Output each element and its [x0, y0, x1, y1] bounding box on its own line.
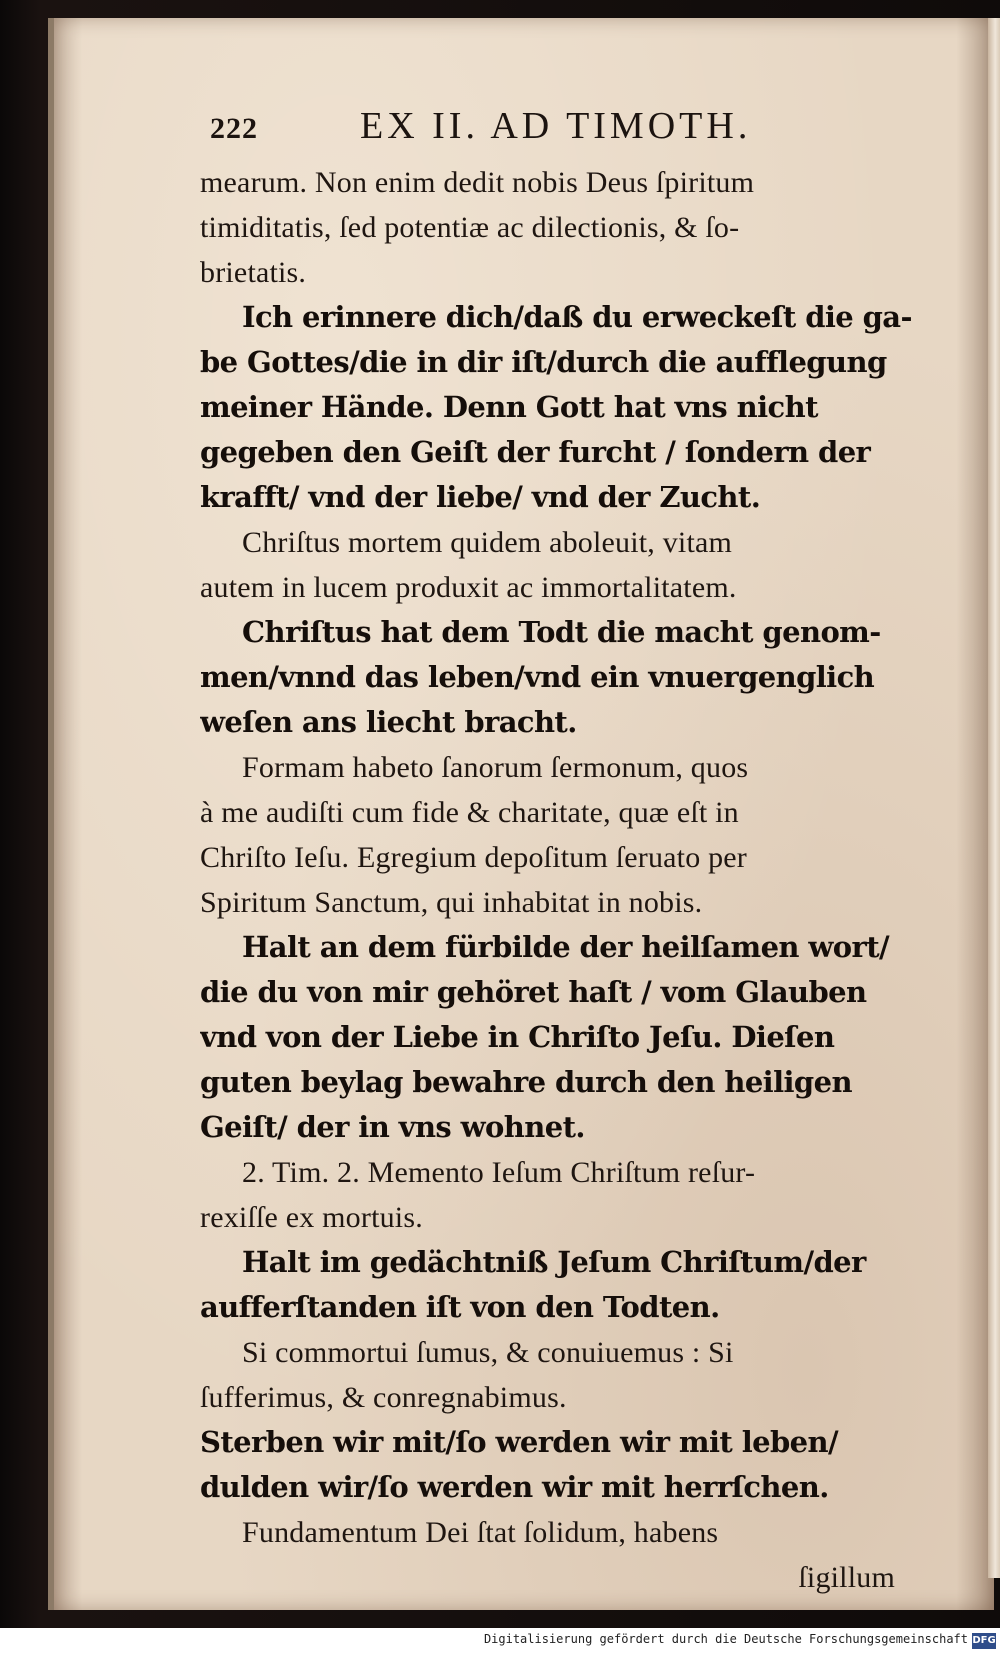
catchword: ſigillum	[798, 1561, 895, 1594]
text-line: Halt an dem fürbilde der heilſamen wort/	[242, 930, 889, 964]
text-line: Halt im gedächtniß Jeſum Chriſtum/der	[242, 1245, 866, 1279]
text-line: men/vnnd das leben/vnd ein vnuergenglich	[200, 660, 875, 694]
text-line: ſufferimus, & conregnabimus.	[200, 1381, 567, 1414]
text-line: gegeben den Geiſt der furcht / ſondern der	[200, 435, 871, 469]
text-line: Sterben wir mit/ſo werden wir mit leben/	[200, 1425, 838, 1459]
text-line: guten beylag bewahre durch den heiligen	[200, 1065, 852, 1099]
text-line: Ich erinnere dich/daß du erweckeſt die ga-	[242, 300, 912, 334]
text-line: Chriſto Ieſu. Egregium depoſitum ſeruato per	[200, 841, 747, 874]
text-line: meiner Hände. Denn Gott hat vns nicht	[200, 390, 818, 424]
text-line: à me audiſti cum fide & charitate, quæ eſt in	[200, 796, 739, 829]
text-line: Chriſtus hat dem Todt die macht genom-	[242, 615, 881, 649]
dfg-logo-icon: DFG	[972, 1633, 996, 1649]
text-line: krafft/ vnd der liebe/ vnd der Zucht.	[200, 480, 761, 514]
text-line: 2. Tim. 2. Memento Ieſum Chriſtum reſur-	[242, 1156, 756, 1189]
text-line: rexiſſe ex mortuis.	[200, 1201, 423, 1234]
text-line: vnd von der Liebe in Chriſto Jeſu. Dieſen	[200, 1020, 835, 1054]
text-line: Geiſt/ der in vns wohnet.	[200, 1110, 585, 1144]
text-line: mearum. Non enim dedit nobis Deus ſpiritum	[200, 166, 755, 199]
text-line: be Gottes/die in dir iſt/durch die aufflegung	[200, 345, 887, 379]
text-line: brietatis.	[200, 256, 307, 289]
text-line: Spiritum Sanctum, qui inhabitat in nobis.	[200, 886, 703, 919]
text-line: dulden wir/ſo werden wir mit herrſchen.	[200, 1470, 829, 1504]
page-number: 222	[210, 112, 258, 145]
text-line: Fundamentum Dei ſtat ſolidum, habens	[242, 1516, 719, 1549]
text-line: die du von mir gehöret haſt / vom Glauben	[200, 975, 867, 1009]
text-line: weſen ans liecht bracht.	[200, 705, 577, 739]
text-line: Formam habeto ſanorum ſermonum, quos	[242, 751, 749, 784]
text-line: aufferſtanden iſt von den Todten.	[200, 1290, 720, 1324]
running-head: EX II. AD TIMOTH.	[360, 105, 752, 147]
text-line: timiditatis, ſed potentiæ ac dilectionis, & ſo-	[200, 211, 740, 244]
page-header	[210, 100, 910, 160]
text-line: Si commortui ſumus, & conuiuemus : Si	[242, 1336, 734, 1369]
footer-credit: Digitalisierung gefördert durch die Deutsche Forschungsgemeinschaft	[483, 1632, 968, 1646]
text-line: Chriſtus mortem quidem aboleuit, vitam	[242, 526, 733, 559]
text-block	[200, 160, 995, 1600]
digitization-footer	[0, 1628, 1000, 1656]
text-line: autem in lucem produxit ac immortalitatem.	[200, 571, 737, 604]
